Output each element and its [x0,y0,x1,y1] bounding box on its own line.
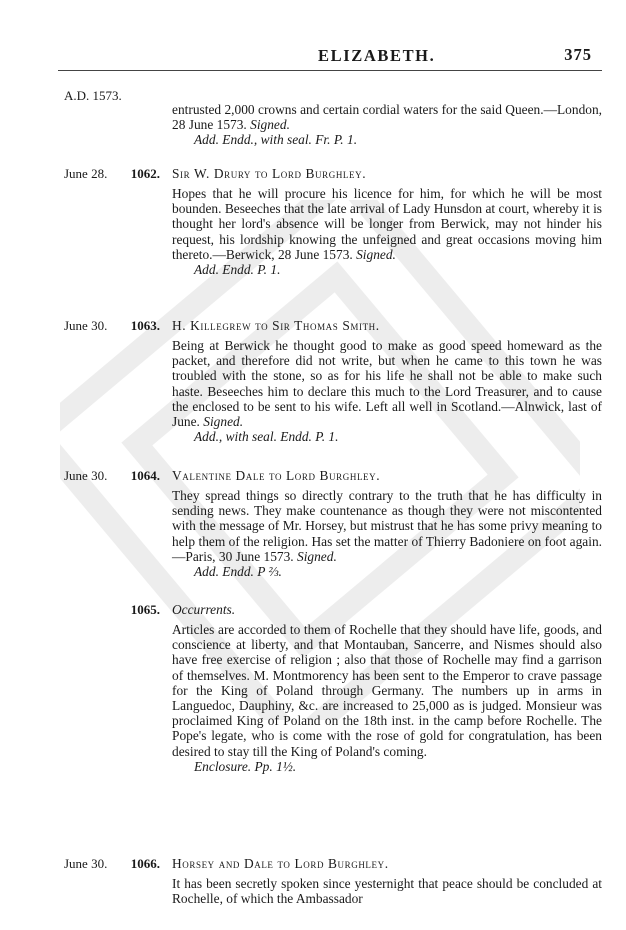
continuation-text: entrusted 2,000 crowns and certain cordial waters for the said Queen.—London, 28 June 1573. [172,102,602,133]
page-number: 375 [564,45,592,64]
entry-heading: Sir W. Drury to Lord Burghley. [172,166,367,181]
entry-date: June 30. [64,318,108,333]
entry-text: Hopes that he will procure his licence for him, for which he will be most bounden. Beseeches that the late arrival of Lady Hunsdon at court, whereby it is thought her lord's absence will be longer from Berwick, may not hinder his request, his lordship knowing the unfeigned and great occasions moving him thereto.—Berwick, 28 June 1573. [172,186,602,262]
continuation-endorsement: Add. Endd., with seal. Fr. P. 1. [194,132,358,148]
running-title: ELIZABETH. [318,46,436,65]
entry-signed: Signed. [203,414,244,430]
header-rule [58,70,602,71]
entry-heading: H. Killegrew to Sir Thomas Smith. [172,318,380,333]
entry-endorsement: Add., with seal. Endd. P. 1. [194,429,339,445]
entry-endorsement: Enclosure. Pp. 1½. [194,758,297,774]
entry-heading: Valentine Dale to Lord Burghley. [172,468,381,483]
entry-endorsement: Add. Endd. P ⅔. [194,564,282,580]
continuation-signed: Signed. [250,117,290,133]
entry-text: Being at Berwick he thought good to make as good speed homeward as the packet, and therefore did not write, but when he came to this town he was troubled with the stone, so as for his life he shall not be able to make such haste. Beseeches him to declare this much to the Lord Treasurer, and to cause the enclosed to be sent to his wife. Left all well in Scotland.—Alnwick, last of June. [172,338,602,430]
continuation-block [172,102,602,148]
entry-text: They spread things so directly contrary to the truth that he has difficulty in sending news. They make countenance as though they were not miscontented with the message of Mr. Horsey, but mistrust that he has some privy meaning to help them of the religion. Has set the matter of Thierry Badoniere on foot again.—Paris, 30 June 1573. [172,488,602,564]
entry-number: 1065. [130,602,160,617]
entry-text: Articles are accorded to them of Rochelle that they should have life, goods, and conscience at liberty, and that Montauban, Sancerre, and Nismes should also have free exercise of religion ; also that those of Rochelle may find a garrison of themselves. M. Montmorency has been sent to the Emperor to crave passage for the King of Poland through Germany. The numbers up in arms in Languedoc, Dauphiny, &c. are increased to 25,000 as is judged. Monsieur was proclaimed King of Poland on the 18th inst. in the camp before Rochelle. The Pope's legate, who is come with the rose of gold for congratulation, has been desired to stay till the King of Poland's coming. [172,622,602,759]
entry-number: 1066. [130,856,160,871]
entry-body [172,186,602,277]
entry-number: 1064. [130,468,160,483]
entry-endorsement: Add. Endd. P. 1. [194,262,281,278]
entry-number: 1062. [130,166,160,181]
entry-heading: Occurrents. [172,602,236,617]
year-marker: A.D. 1573. [64,88,122,103]
entry-number: 1063. [130,318,160,333]
entry-heading: Horsey and Dale to Lord Burghley. [172,856,389,871]
entry-body [172,622,602,774]
entry-text: It has been secretly spoken since yesternight that peace should be concluded at Rochelle, of which the Ambassador [172,876,602,907]
page-header [0,0,626,72]
entry-body [172,488,602,579]
entry-date: June 30. [64,856,108,871]
entry-date: June 28. [64,166,108,181]
entry-body [172,876,602,906]
entry-signed: Signed. [297,548,337,564]
entry-body [172,338,602,444]
entry-date: June 30. [64,468,108,483]
entry-signed: Signed. [356,246,396,262]
